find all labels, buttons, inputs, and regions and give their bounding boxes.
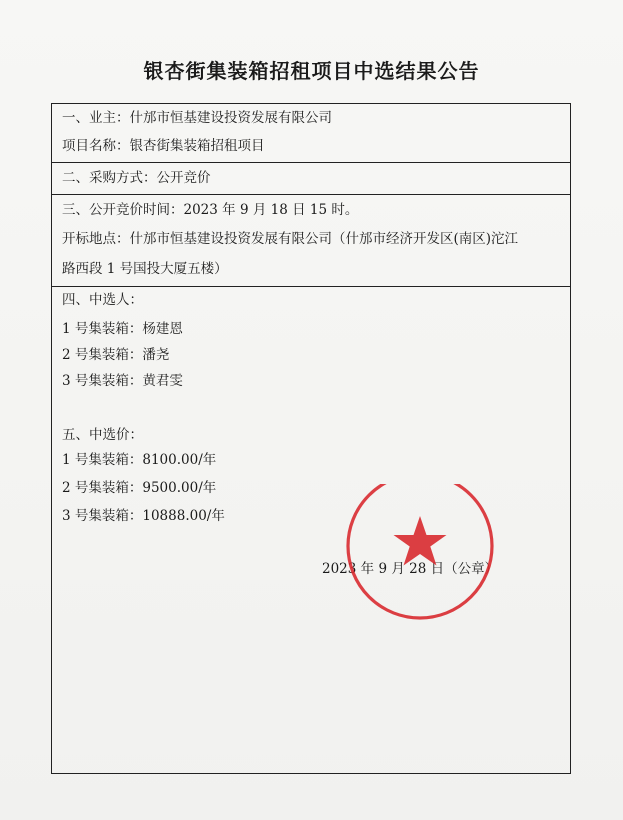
row-divider — [51, 194, 571, 195]
procurement-method-line: 二、采购方式：公开竞价 — [62, 170, 211, 186]
bid-place-line-2: 路西段 1 号国投大厦五楼） — [62, 261, 228, 277]
bid-place-line-1: 开标地点：什邡市恒基建设投资发展有限公司（什邡市经济开发区(南区)沱江 — [62, 231, 519, 247]
winners-heading: 四、中选人： — [62, 292, 143, 308]
owner-line: 一、业主：什邡市恒基建设投资发展有限公司 — [62, 110, 332, 126]
price-item: 1 号集装箱：8100.00/年 — [62, 452, 217, 468]
seal-star-icon — [394, 516, 447, 566]
row-divider — [51, 162, 571, 163]
row-divider — [51, 286, 571, 287]
price-item: 3 号集装箱：10888.00/年 — [62, 508, 225, 524]
bid-time-line: 三、公开竞价时间：2023 年 9 月 18 日 15 时。 — [62, 202, 359, 218]
winner-item: 1 号集装箱：杨建恩 — [62, 321, 183, 337]
winner-item: 2 号集装箱：潘尧 — [62, 347, 170, 363]
project-name-line: 项目名称：银杏街集装箱招租项目 — [62, 138, 265, 154]
official-seal — [318, 484, 510, 632]
winner-item: 3 号集装箱：黄君雯 — [62, 373, 183, 389]
document-title: 银杏街集装箱招租项目中选结果公告 — [143, 59, 480, 83]
signature-date: 2023 年 9 月 28 日（公章） — [322, 561, 499, 577]
prices-heading: 五、中选价： — [62, 427, 143, 443]
price-item: 2 号集装箱：9500.00/年 — [62, 480, 217, 496]
